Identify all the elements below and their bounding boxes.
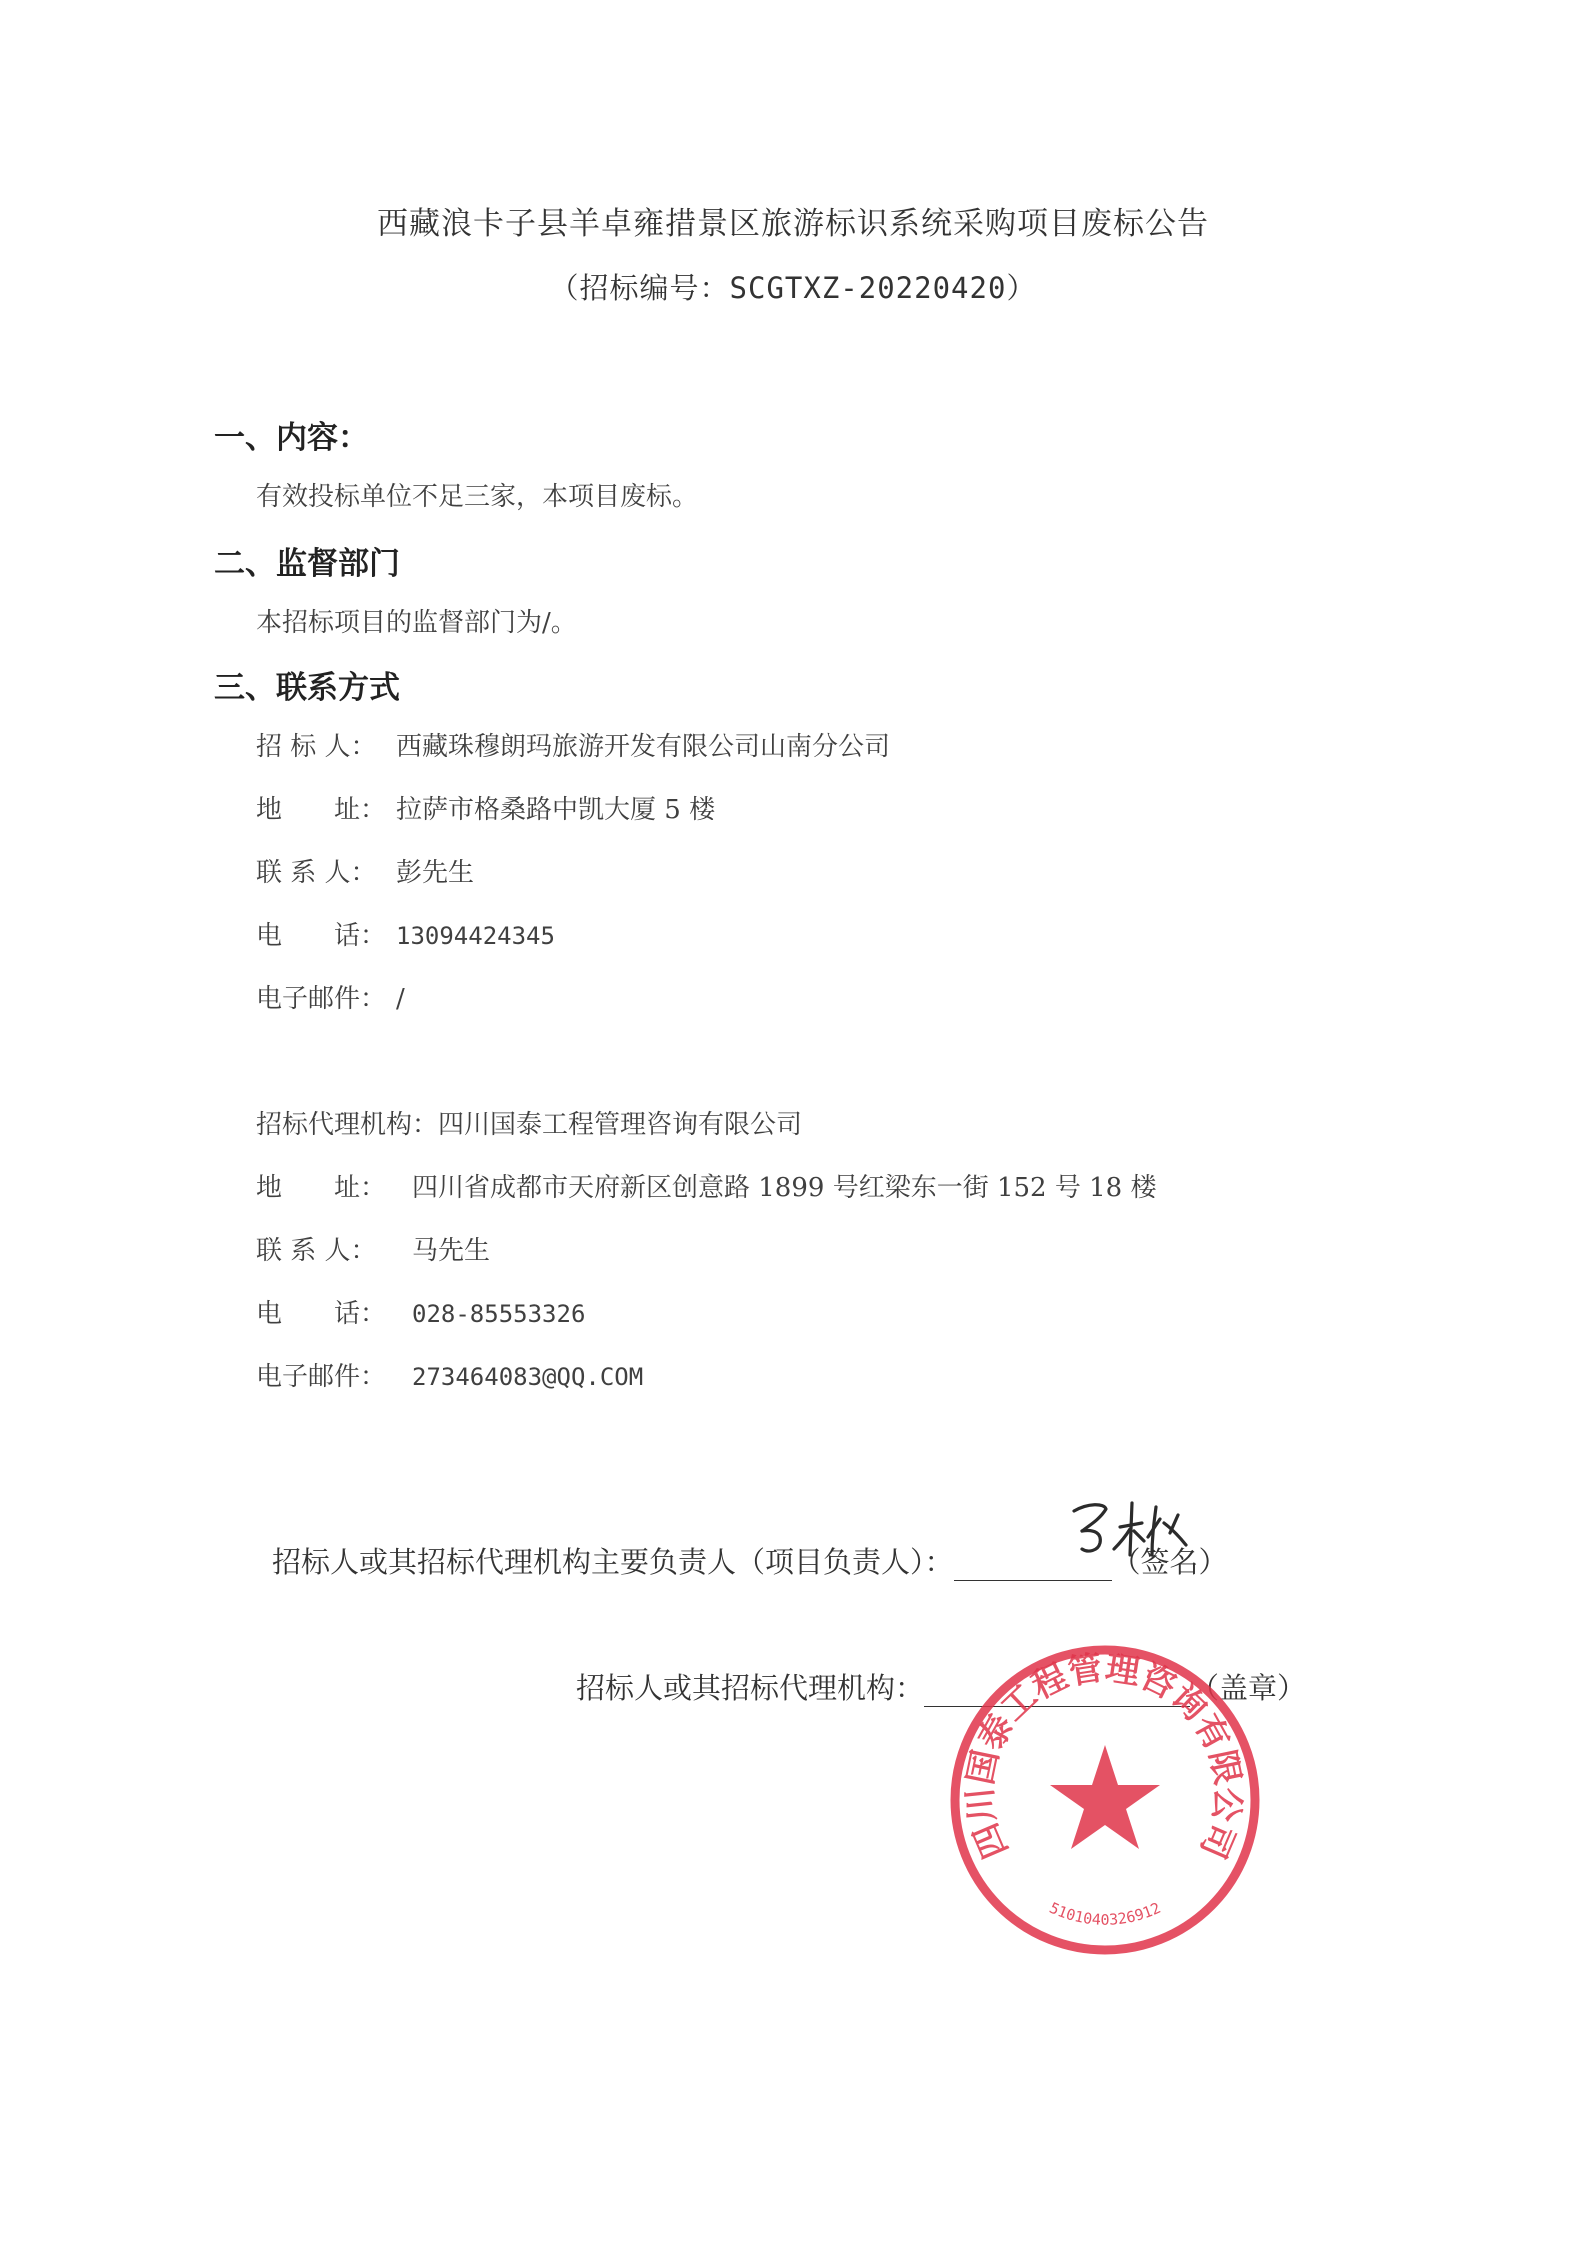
agency-email-label: 电子邮件：	[256, 1362, 387, 1392]
agency-name: 四川国泰工程管理咨询有限公司	[438, 1110, 803, 1140]
tenderer-address: 拉萨市格桑路中凯大厦 5 楼	[396, 795, 716, 825]
tenderer-phone: 13094424345	[396, 922, 555, 950]
tenderer-email-row	[256, 978, 405, 1015]
section-supervision-text: 本招标项目的监督部门为/。	[256, 608, 577, 638]
agency-address: 四川省成都市天府新区创意路 1899 号红梁东一街 152 号 18 楼	[412, 1173, 1157, 1203]
agency-phone-row	[256, 1293, 585, 1330]
official-seal	[940, 1635, 1270, 1965]
agency-name-row	[256, 1104, 802, 1141]
tender-number: （招标编号：SCGTXZ-20220420）	[549, 271, 1037, 305]
seal-suffix: （盖章）	[1190, 1671, 1307, 1705]
tenderer-email-label: 电子邮件：	[256, 984, 387, 1014]
tenderer-contact: 彭先生	[396, 858, 475, 888]
agency-contact-row	[256, 1230, 490, 1267]
agency-contact: 马先生	[412, 1236, 491, 1266]
tenderer-name: 西藏珠穆朗玛旅游开发有限公司山南分公司	[396, 732, 891, 762]
agency-phone-label: 电 话：	[256, 1299, 387, 1329]
seal-number: 5101040326912	[1046, 1898, 1164, 1929]
signature-suffix: （签名）	[1111, 1545, 1228, 1579]
tenderer-address-row	[256, 789, 715, 826]
section-contact-heading: 三、联系方式	[214, 670, 400, 706]
signature-label: 招标人或其招标代理机构主要负责人（项目负责人）：	[272, 1545, 954, 1579]
tenderer-address-label: 地 址：	[256, 795, 387, 825]
tenderer-email: /	[396, 984, 405, 1014]
handwritten-signature	[1060, 1493, 1210, 1563]
tenderer-name-row	[256, 726, 890, 763]
tenderer-phone-label: 电 话：	[256, 921, 387, 951]
tenderer-contact-row	[256, 852, 474, 889]
agency-contact-label: 联 系 人：	[256, 1236, 377, 1266]
agency-name-label: 招标代理机构：	[256, 1110, 439, 1140]
agency-address-label: 地 址：	[256, 1173, 387, 1203]
agency-email-row	[256, 1356, 643, 1393]
agency-address-row	[256, 1167, 1156, 1204]
section-content-text: 有效投标单位不足三家，本项目废标。	[256, 482, 699, 512]
section-content-heading: 一、内容：	[214, 420, 369, 456]
section-supervision-heading: 二、监督部门	[214, 546, 400, 582]
tenderer-phone-row	[256, 915, 555, 952]
tenderer-name-label: 招 标 人：	[256, 732, 377, 762]
document-title: 西藏浪卡子县羊卓雍措景区旅游标识系统采购项目废标公告	[377, 206, 1209, 242]
tenderer-contact-label: 联 系 人：	[256, 858, 377, 888]
seal-text: 四川国泰工程管理咨询有限公司	[960, 1648, 1248, 1865]
seal-label: 招标人或其招标代理机构：	[576, 1671, 925, 1705]
agency-phone: 028-85553326	[412, 1300, 586, 1328]
agency-email: 273464083@QQ.COM	[412, 1363, 644, 1391]
